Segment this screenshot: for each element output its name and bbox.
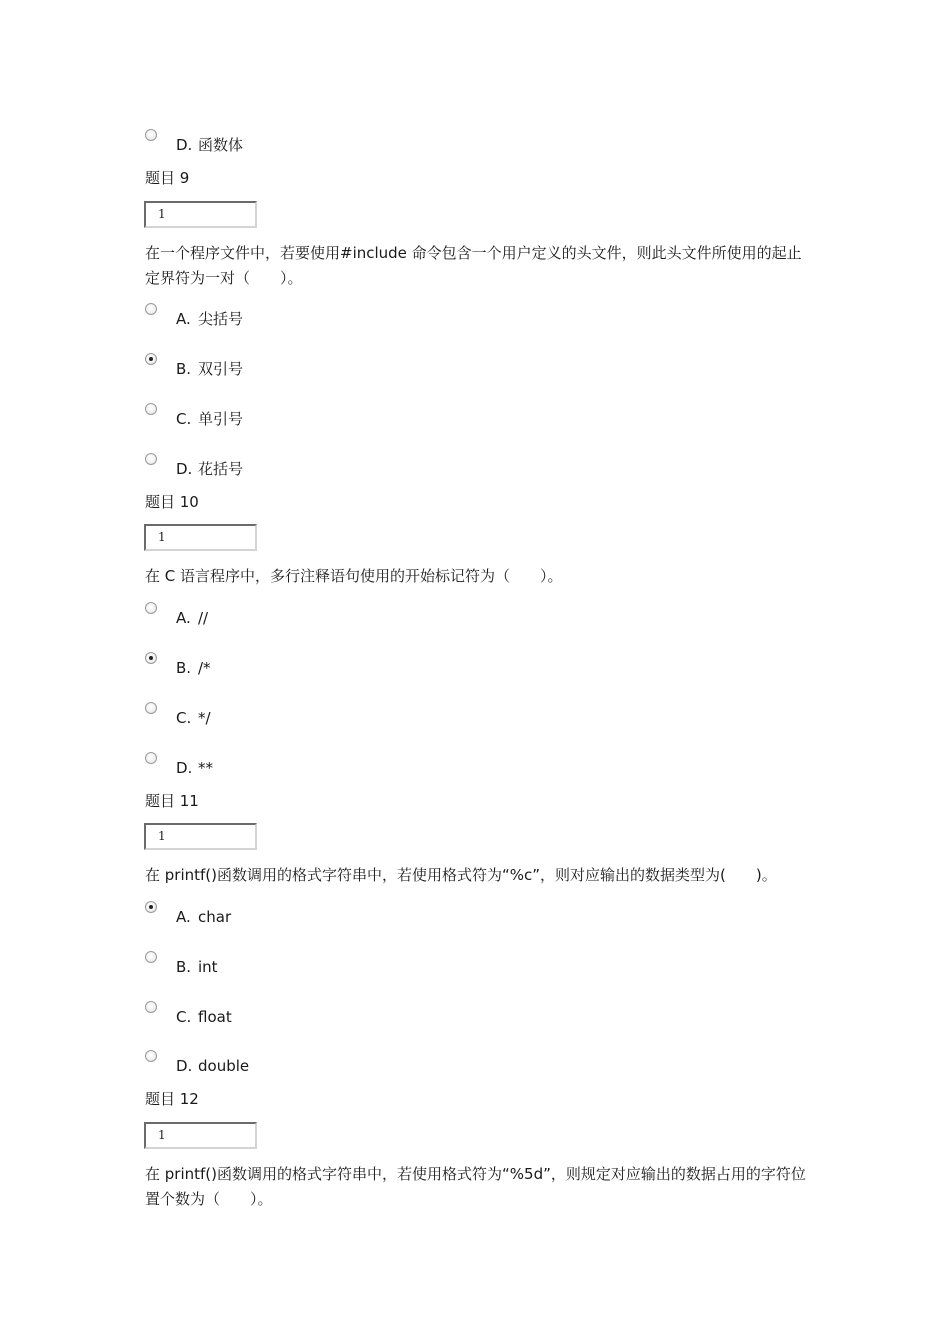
radio-q8-d[interactable] (145, 129, 157, 141)
option-q11-d (176, 1056, 249, 1076)
answer-field-q12[interactable]: 1 (144, 1122, 257, 1149)
option-q10-c (176, 708, 211, 728)
option-text: ** (198, 759, 213, 777)
option-q8-d (176, 135, 243, 155)
radio-q9-d[interactable] (145, 453, 157, 465)
option-q11-a (176, 907, 231, 927)
question-title-10: 题目 10 (145, 493, 199, 511)
question-text-11: 在 printf()函数调用的格式字符串中，若使用格式符为“%c”，则对应输出的数据类型为( )。 (145, 866, 777, 884)
option-text: float (198, 1008, 232, 1026)
answer-field-q9[interactable]: 1 (144, 201, 257, 228)
option-q10-b (176, 658, 211, 678)
option-q9-b (176, 359, 243, 379)
question-title-11: 题目 11 (145, 792, 199, 810)
radio-q9-a[interactable] (145, 303, 157, 315)
option-letter: B. (176, 659, 192, 677)
radio-q11-d[interactable] (145, 1050, 157, 1062)
option-letter: C. (176, 410, 192, 428)
option-q9-d (176, 459, 243, 479)
radio-q10-a[interactable] (145, 602, 157, 614)
option-text: double (198, 1057, 250, 1075)
option-letter: B. (176, 958, 192, 976)
answer-field-q10[interactable]: 1 (144, 524, 257, 551)
radio-q10-b[interactable] (145, 652, 157, 664)
option-text: /* (198, 659, 211, 677)
option-q11-b (176, 957, 218, 977)
option-text: 函数体 (198, 136, 244, 154)
radio-q9-c[interactable] (145, 403, 157, 415)
option-text: int (198, 958, 218, 976)
option-letter: C. (176, 709, 192, 727)
option-text: char (198, 908, 232, 926)
option-letter: D. (176, 759, 193, 777)
option-q9-c (176, 409, 243, 429)
option-q9-a (176, 309, 243, 329)
question-text-10: 在 C 语言程序中，多行注释语句使用的开始标记符为（ ）。 (145, 567, 563, 585)
option-letter: D. (176, 460, 193, 478)
radio-q11-a[interactable] (145, 901, 157, 913)
option-text: 尖括号 (198, 310, 244, 328)
option-text: 花括号 (198, 460, 244, 478)
option-letter: D. (176, 1057, 193, 1075)
option-q10-d (176, 758, 213, 778)
option-text: 单引号 (198, 410, 244, 428)
option-letter: D. (176, 136, 193, 154)
option-text: */ (198, 709, 211, 727)
radio-q9-b[interactable] (145, 353, 157, 365)
question-text-12: 在 printf()函数调用的格式字符串中，若使用格式符为“%5d”，则规定对应输出的数据占用的字符位置个数为（ ）。 (145, 1165, 806, 1208)
question-title-12: 题目 12 (145, 1090, 199, 1108)
option-letter: C. (176, 1008, 192, 1026)
option-q11-c (176, 1007, 232, 1027)
question-text-9: 在一个程序文件中，若要使用#include 命令包含一个用户定义的头文件，则此头文件所使用的起止定界符为一对（ ）。 (145, 244, 802, 287)
radio-q10-c[interactable] (145, 702, 157, 714)
question-title-9: 题目 9 (145, 169, 190, 187)
radio-q11-c[interactable] (145, 1001, 157, 1013)
option-text: 双引号 (198, 360, 244, 378)
answer-field-q11[interactable]: 1 (144, 823, 257, 850)
radio-q11-b[interactable] (145, 951, 157, 963)
option-letter: A. (176, 310, 191, 328)
option-text: // (198, 609, 209, 627)
option-letter: A. (176, 609, 191, 627)
option-letter: A. (176, 908, 191, 926)
radio-q10-d[interactable] (145, 752, 157, 764)
option-letter: B. (176, 360, 192, 378)
option-q10-a (176, 608, 208, 628)
